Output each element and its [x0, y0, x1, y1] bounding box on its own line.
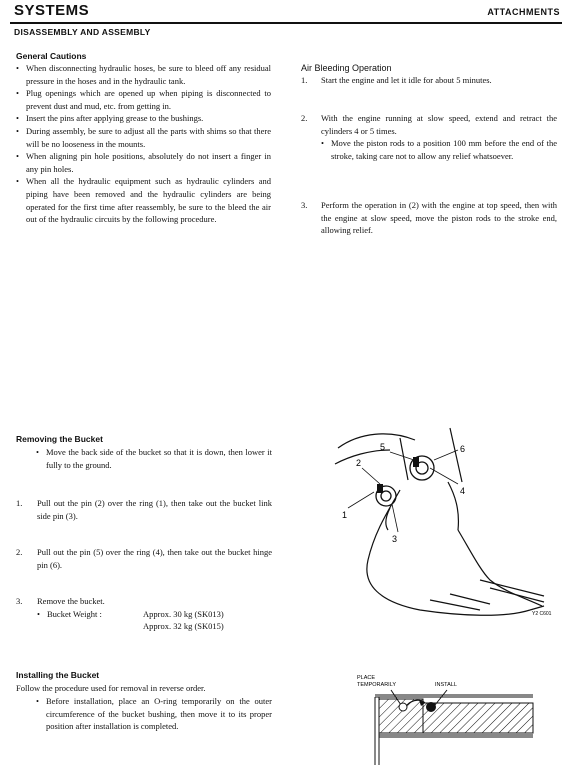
label-temporarily: TEMPORARILY	[357, 682, 397, 688]
label-3: 3	[392, 534, 398, 544]
section-title: SYSTEMS	[14, 2, 90, 19]
removing-intro-bullet: • Move the back side of the bucket so that it is down, then lower it fully to the ground.	[36, 446, 272, 471]
chapter-title: ATTACHMENTS	[487, 7, 560, 17]
remove-step-1-number: 1.	[16, 498, 23, 508]
page-subheading: DISASSEMBLY AND ASSEMBLY	[14, 27, 151, 37]
installing-bucket-heading: Installing the Bucket	[16, 670, 100, 680]
oring-figure	[355, 673, 535, 765]
remove-step-3-number: 3.	[16, 596, 23, 606]
remove-step-1-text: Pull out the pin (2) over the ring (1), then take out the bucket link side pin (3).	[37, 498, 272, 521]
general-cautions-heading: General Cautions	[16, 51, 87, 61]
installing-intro: Follow the procedure used for removal in reverse order.	[16, 683, 206, 693]
remove-step-2-number: 2.	[16, 547, 23, 557]
air-step-1-text: Start the engine and let it idle for about 5 minutes.	[321, 75, 492, 85]
air-step-2-text: With the engine running at slow speed, extend and retract the cylinders 4 or 5 times.	[321, 113, 557, 136]
bucket-outline	[335, 428, 544, 615]
caution-item: • During assembly, be sure to adjust all the parts with shims so that there will be no looseness in the mounts.	[16, 125, 271, 150]
label-5: 5	[380, 442, 386, 452]
installing-bullet: • Before installation, place an O-ring temporarily on the outer circumference of the bucket bushing, then move it to its proper position after installation is completed.	[36, 695, 272, 733]
remove-step-3-text: Remove the bucket.	[37, 596, 105, 606]
air-step-1-number: 1.	[301, 75, 308, 85]
air-step-2-bullet: • Move the piston rods to a position 100 mm before the end of the stroke, taking care not to allow any relief whatsoever.	[321, 137, 557, 162]
caution-item: • When disconnecting hydraulic hoses, be sure to bleed off any residual pressure in the hoses and in the hydraulic tank.	[16, 62, 271, 87]
remove-step-3	[37, 595, 272, 633]
bucket-weight-sk013: Approx. 30 kg (SK013)	[143, 608, 224, 619]
ring-4-mark	[413, 457, 419, 467]
label-4: 4	[460, 486, 466, 496]
air-step-2	[321, 112, 557, 162]
bucket-weight-bullet	[37, 608, 272, 633]
ring-1-mark	[377, 484, 383, 493]
label-install: INSTALL	[435, 682, 457, 688]
caution-item: • When aligning pin hole positions, absolutely do not insert a finger in any pin holes.	[16, 150, 271, 175]
caution-item: • When all the hydraulic equipment such as hydraulic cylinders and piping have been removed and the hydraulic cylinders are being operated for the first time after reassembly, be sure to the bleed the air out of the hydraulic circuits by the following procedure.	[16, 175, 271, 225]
figure-code: Y2 C601	[532, 611, 552, 617]
caution-item: • Insert the pins after applying grease to the bushings.	[16, 112, 271, 125]
removing-intro	[36, 446, 272, 471]
air-step-3-text: Perform the operation in (2) with the engine at top speed, then with the engine at slow speed, move the piston rods to the stroke end, allowing relief.	[321, 200, 557, 236]
remove-step-2-text: Pull out the pin (5) over the ring (4), then take out the bucket hinge pin (6).	[37, 547, 272, 570]
label-place: PLACE	[357, 675, 376, 681]
air-step-2-number: 2.	[301, 113, 308, 123]
caution-item: • Plug openings which are opened up when piping is disconnected to prevent dust and mud, etc. from getting in.	[16, 87, 271, 112]
bucket-weight-sk015: Approx. 32 kg (SK015)	[143, 621, 224, 632]
oring-temporary-position	[399, 703, 407, 711]
removing-bucket-heading: Removing the Bucket	[16, 434, 103, 444]
general-cautions-list	[16, 62, 271, 226]
label-6: 6	[460, 444, 466, 454]
label-2: 2	[356, 458, 362, 468]
air-step-3-number: 3.	[301, 200, 308, 210]
label-1: 1	[342, 510, 348, 520]
bucket-boss-section	[423, 703, 533, 733]
page-header	[10, 2, 562, 24]
installing-note	[36, 695, 272, 733]
bucket-weight-label: • Bucket Weight :	[47, 608, 102, 619]
air-bleeding-heading: Air Bleeding Operation	[301, 63, 392, 73]
oring-installed-position	[426, 702, 436, 712]
bucket-pin-figure	[330, 420, 562, 620]
